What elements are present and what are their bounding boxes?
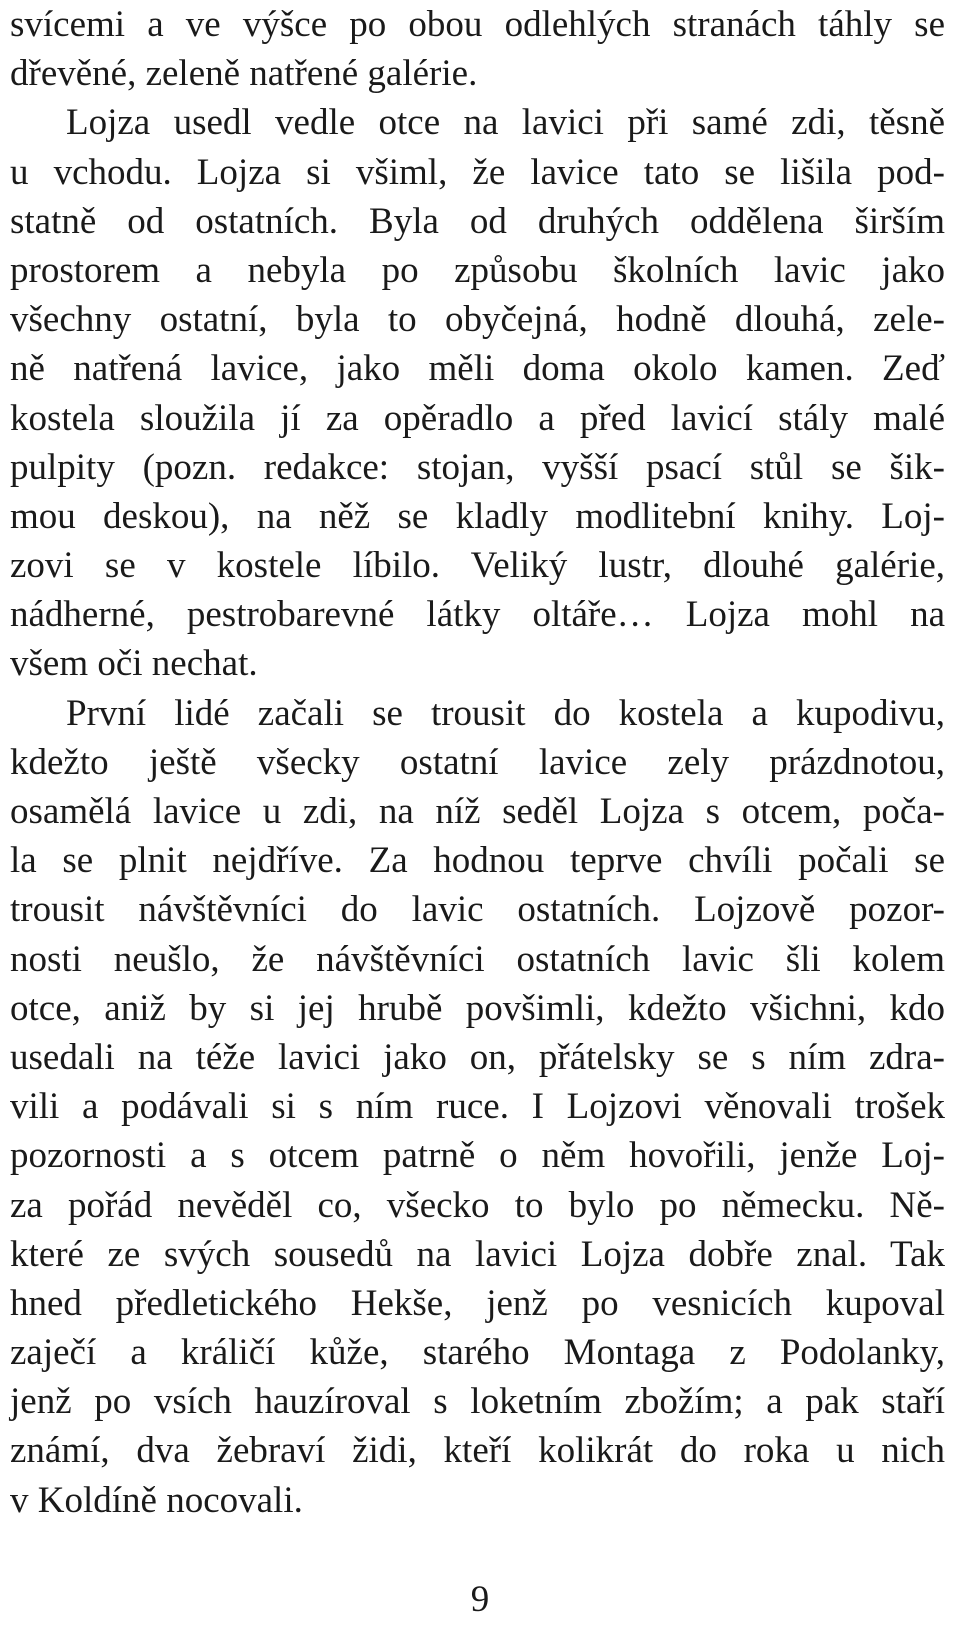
text-line: pozornosti a s otcem patrně o něm hovořili, jenže Loj- bbox=[10, 1135, 945, 1177]
text-line: hned předletického Hekše, jenž po vesnicích kupoval bbox=[10, 1282, 945, 1324]
text-line: známí, dva žebraví židi, kteří kolikrát do roka u nich bbox=[10, 1430, 945, 1472]
text-line: dřevěné, zeleně natřené galérie. bbox=[10, 53, 478, 95]
text-line: všechny ostatní, byla to obyčejná, hodně dlouhá, zele- bbox=[10, 299, 945, 341]
text-line: u vchodu. Lojza si všiml, že lavice tato se lišila pod- bbox=[10, 151, 945, 193]
text-line: kdežto ještě všecky ostatní lavice zely prázdnotou, bbox=[10, 741, 945, 783]
text-line: kostela sloužila jí za opěradlo a před lavicí stály malé bbox=[10, 397, 945, 439]
text-line: za pořád nevěděl co, všecko to bylo po německu. Ně- bbox=[10, 1184, 945, 1226]
text-line: První lidé začali se trousit do kostela a kupodivu, bbox=[66, 692, 945, 734]
text-line: mou deskou), na něž se kladly modlitební knihy. Loj- bbox=[10, 495, 945, 537]
text-line: v Koldíně nocovali. bbox=[10, 1479, 303, 1521]
text-line: prostorem a nebyla po způsobu školních lavic jako bbox=[10, 249, 945, 291]
text-line: osamělá lavice u zdi, na níž seděl Lojza s otcem, poča- bbox=[10, 791, 945, 832]
text-line: otce, aniž by si jej hrubě povšimli, kdežto všichni, kdo bbox=[10, 987, 945, 1029]
text-line: nádherné, pestrobarevné látky oltáře… Lojza mohl na bbox=[10, 594, 945, 636]
text-line: všem oči nechat. bbox=[10, 643, 258, 685]
text-line: pulpity (pozn. redakce: stojan, vyšší psací stůl se šik- bbox=[10, 446, 945, 488]
text-line: usedali na téže lavici jako on, přátelsky se s ním zdra- bbox=[10, 1036, 945, 1078]
text-line: nosti neušlo, že návštěvníci ostatních lavic šli kolem bbox=[10, 938, 945, 980]
text-line: zovi se v kostele líbilo. Veliký lustr, dlouhé galérie, bbox=[10, 545, 945, 587]
text-line: svícemi a ve výšce po obou odlehlých stranách táhly se bbox=[10, 4, 945, 45]
text-line: statně od ostatních. Byla od druhých oddělena širším bbox=[10, 200, 945, 242]
page-number: 9 bbox=[470, 1579, 490, 1620]
text-line: la se plnit nejdříve. Za hodnou teprve chvíli počali se bbox=[10, 840, 945, 882]
text-line: které ze svých sousedů na lavici Lojza dobře znal. Tak bbox=[10, 1233, 945, 1275]
text-line: jenž po vsích hauzíroval s loketním zbožím; a pak staří bbox=[10, 1381, 945, 1423]
text-line: ně natřená lavice, jako měli doma okolo kamen. Zeď bbox=[10, 348, 945, 390]
text-line: vili a podávali si s ním ruce. I Lojzovi věnovali trošek bbox=[10, 1086, 945, 1128]
text-line: trousit návštěvníci do lavic ostatních. Lojzově pozor- bbox=[10, 889, 945, 931]
text-line: Lojza usedl vedle otce na lavici při samé zdi, těsně bbox=[66, 102, 945, 144]
text-line: zaječí a králičí kůže, starého Montaga z Podolanky, bbox=[10, 1332, 945, 1374]
body-text bbox=[10, 0, 945, 1525]
